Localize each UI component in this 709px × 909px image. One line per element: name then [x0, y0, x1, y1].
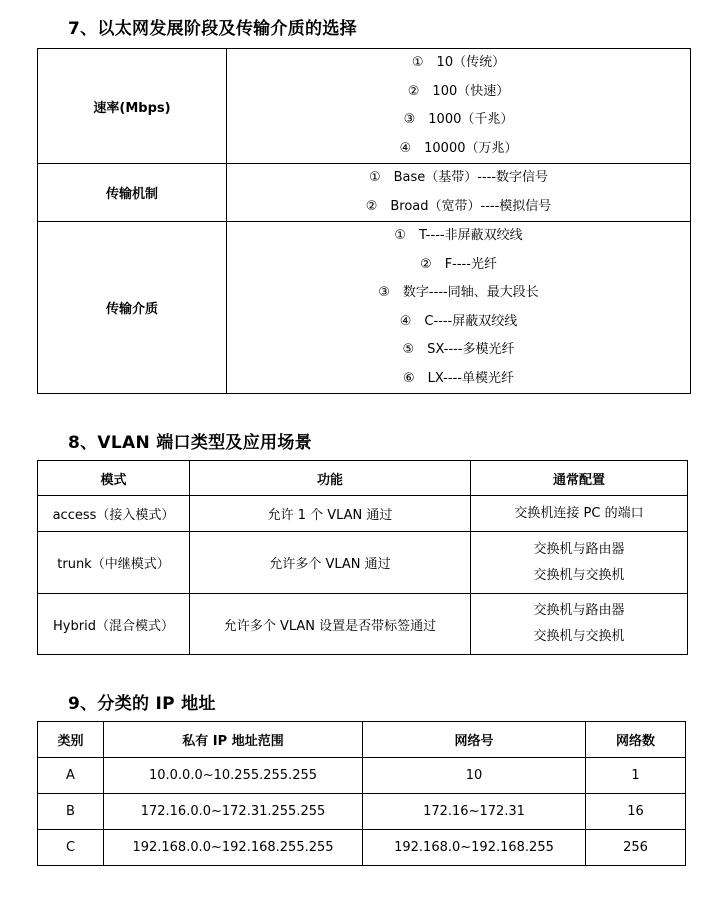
table-row	[38, 830, 686, 866]
function-cell: 允许 1 个 VLAN 通过	[190, 496, 471, 532]
list-item: ⑥ LX----单模光纤	[403, 370, 514, 386]
network-cell: 172.16~172.31	[363, 794, 586, 830]
config-item: 交换机连接 PC 的端口	[514, 505, 644, 521]
table-header-row	[38, 722, 686, 758]
function-cell: 允许多个 VLAN 设置是否带标签通过	[190, 594, 471, 655]
class-cell: C	[38, 830, 104, 866]
count-cell: 1	[586, 758, 686, 794]
config-item: 交换机与交换机	[533, 567, 625, 583]
section-7-heading: 7、以太网发展阶段及传输介质的选择	[68, 19, 357, 39]
table-row	[38, 758, 686, 794]
range-cell: 10.0.0.0~10.255.255.255	[104, 758, 363, 794]
class-cell: B	[38, 794, 104, 830]
list-item: ④ 10000（万兆）	[399, 140, 518, 156]
table-row	[38, 594, 688, 655]
class-cell: A	[38, 758, 104, 794]
range-cell: 192.168.0.0~192.168.255.255	[104, 830, 363, 866]
header-count: 网络数	[586, 722, 686, 758]
section-9-heading: 9、分类的 IP 地址	[68, 694, 216, 714]
config-cell	[471, 496, 688, 532]
config-item: 交换机与路由器	[533, 541, 625, 557]
range-cell: 172.16.0.0~172.31.255.255	[104, 794, 363, 830]
mode-cell: Hybrid（混合模式）	[38, 594, 190, 655]
list-item: ① T----非屏蔽双绞线	[394, 228, 523, 243]
header-mode: 模式	[38, 461, 190, 496]
table-row	[38, 49, 691, 164]
mode-cell: trunk（中继模式）	[38, 532, 190, 594]
list-item: ③ 1000（千兆）	[403, 112, 514, 127]
transmission-values	[227, 164, 691, 222]
config-item: 交换机与交换机	[533, 629, 625, 644]
ip-class-table	[37, 721, 686, 866]
list-item: ① 10（传统）	[411, 55, 506, 70]
medium-values	[227, 222, 691, 394]
mode-cell: access（接入模式）	[38, 496, 190, 532]
ethernet-table	[37, 48, 691, 394]
speed-values	[227, 49, 691, 164]
vlan-table	[37, 460, 688, 655]
table-row	[38, 164, 691, 222]
header-network: 网络号	[363, 722, 586, 758]
row-label-transmission: 传输机制	[38, 164, 227, 222]
list-item: ④ C----屏蔽双绞线	[399, 313, 518, 329]
row-label-speed: 速率(Mbps)	[38, 49, 227, 164]
list-item: ② Broad（宽带）----模拟信号	[365, 198, 552, 214]
table-header-row	[38, 461, 688, 496]
header-range: 私有 IP 地址范围	[104, 722, 363, 758]
network-cell: 10	[363, 758, 586, 794]
config-item: 交换机与路由器	[533, 603, 625, 618]
config-cell	[471, 594, 688, 655]
list-item: ② F----光纤	[420, 256, 497, 272]
table-row	[38, 222, 691, 394]
section-8-heading: 8、VLAN 端口类型及应用场景	[68, 433, 312, 453]
list-item: ⑤ SX----多模光纤	[402, 342, 515, 357]
count-cell: 16	[586, 794, 686, 830]
table-row	[38, 496, 688, 532]
header-function: 功能	[190, 461, 471, 496]
function-cell: 允许多个 VLAN 通过	[190, 532, 471, 594]
header-class: 类别	[38, 722, 104, 758]
header-config: 通常配置	[471, 461, 688, 496]
list-item: ③ 数字----同轴、最大段长	[378, 285, 539, 300]
network-cell: 192.168.0~192.168.255	[363, 830, 586, 866]
list-item: ② 100（快速）	[407, 83, 510, 99]
table-row	[38, 532, 688, 594]
row-label-medium: 传输介质	[38, 222, 227, 394]
list-item: ① Base（基带）----数字信号	[368, 170, 549, 185]
config-cell	[471, 532, 688, 594]
count-cell: 256	[586, 830, 686, 866]
table-row	[38, 794, 686, 830]
